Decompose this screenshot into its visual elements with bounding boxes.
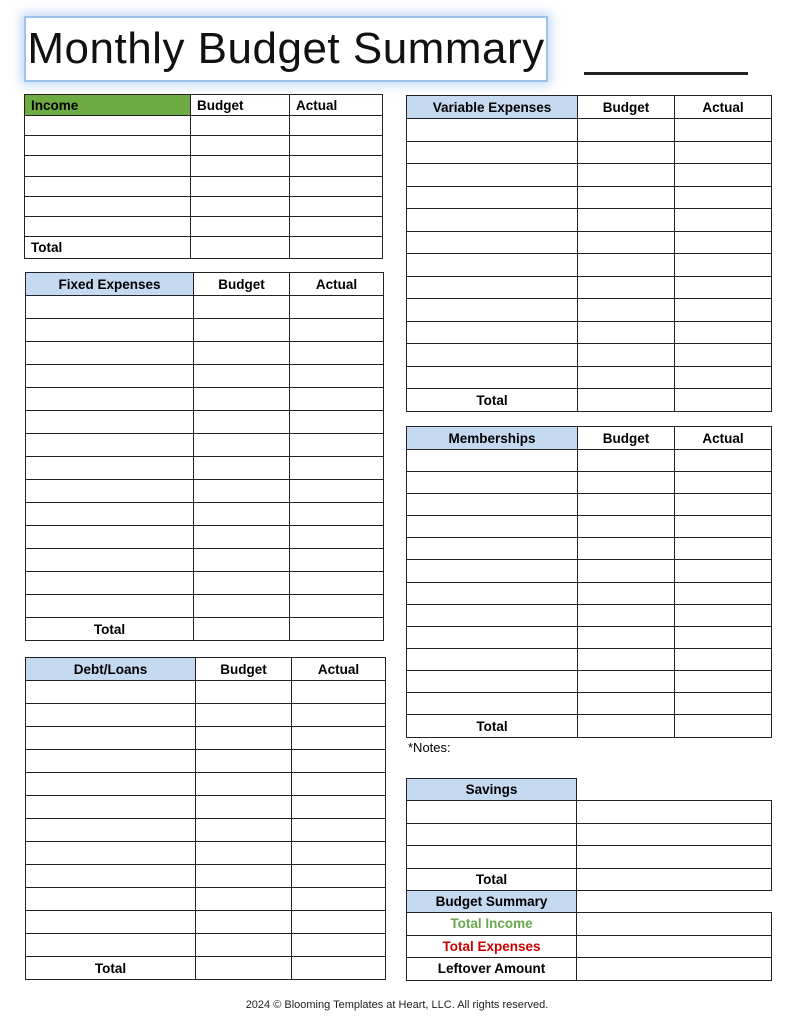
income-budget-header: Budget [191,95,290,116]
fixed-row-7-budget-cell[interactable] [194,434,290,457]
debt-row-3-item-cell[interactable] [26,727,196,750]
income-table [24,94,383,259]
memberships-row-10-actual-cell[interactable] [675,648,772,670]
fixed-row [26,480,384,503]
income-row-2-actual-cell[interactable] [290,136,383,156]
fixed-expenses-table [25,272,384,641]
memberships-row [407,560,772,582]
debt-row-9-budget-cell[interactable] [196,865,292,888]
fixed-row-4-actual-cell[interactable] [290,365,384,388]
debt-row-5-budget-cell[interactable] [196,773,292,796]
variable-row-2-actual-cell[interactable] [675,141,772,164]
variable-total-label: Total [407,389,578,412]
variable-row [407,119,772,142]
fixed-row-6-item-cell[interactable] [26,411,194,434]
variable-row [407,254,772,277]
debt-actual-header: Actual [292,658,386,681]
memberships-total-budget[interactable] [578,715,675,738]
debt-row [26,727,386,750]
variable-row-7-budget-cell[interactable] [578,254,675,277]
variable-row-6-budget-cell[interactable] [578,231,675,254]
savings-row-3-label[interactable] [407,846,577,869]
total-income-amount[interactable] [577,913,772,936]
variable-header: Variable Expenses [407,96,578,119]
debt-row-4-actual-cell[interactable] [292,750,386,773]
debt-row-7-item-cell[interactable] [26,819,196,842]
memberships-row-2-actual-cell[interactable] [675,472,772,494]
variable-row-2-item-cell[interactable] [407,141,578,164]
memberships-row [407,604,772,626]
debt-row [26,842,386,865]
memberships-row-12-actual-cell[interactable] [675,693,772,715]
savings-summary-table [406,778,772,981]
fixed-row-3-budget-cell[interactable] [194,342,290,365]
income-row-6-budget-cell[interactable] [191,216,290,236]
total-expenses-label: Total Expenses [407,935,577,958]
fixed-row-6-actual-cell[interactable] [290,411,384,434]
variable-row-3-actual-cell[interactable] [675,164,772,187]
debt-row [26,704,386,727]
variable-row-1-item-cell[interactable] [407,119,578,142]
memberships-row [407,626,772,648]
debt-row-7-actual-cell[interactable] [292,819,386,842]
memberships-row-1-actual-cell[interactable] [675,450,772,472]
fixed-row-1-actual-cell[interactable] [290,296,384,319]
fixed-row-14-actual-cell[interactable] [290,595,384,618]
fixed-row-8-actual-cell[interactable] [290,457,384,480]
memberships-row-12-item-cell[interactable] [407,693,578,715]
variable-row-7-actual-cell[interactable] [675,254,772,277]
income-row-5-actual-cell[interactable] [290,196,383,216]
debt-row-2-budget-cell[interactable] [196,704,292,727]
fixed-row-9-item-cell[interactable] [26,480,194,503]
debt-loans-table [25,657,386,980]
fixed-total-label: Total [26,618,194,641]
memberships-budget-header: Budget [578,427,675,450]
memberships-row-1-item-cell[interactable] [407,450,578,472]
fixed-row-4-item-cell[interactable] [26,365,194,388]
memberships-row-12-budget-cell[interactable] [578,693,675,715]
memberships-row-5-budget-cell[interactable] [578,538,675,560]
memberships-row [407,450,772,472]
savings-row-1-label[interactable] [407,801,577,824]
variable-row-3-item-cell[interactable] [407,164,578,187]
variable-row-8-actual-cell[interactable] [675,276,772,299]
variable-expenses-table [406,95,772,412]
fixed-row-12-actual-cell[interactable] [290,549,384,572]
debt-row [26,819,386,842]
memberships-total-label: Total [407,715,578,738]
variable-row-3-budget-cell[interactable] [578,164,675,187]
variable-row-4-budget-cell[interactable] [578,186,675,209]
fixed-row-8-item-cell[interactable] [26,457,194,480]
memberships-row [407,494,772,516]
variable-row [407,141,772,164]
savings-row-2-label[interactable] [407,823,577,846]
memberships-row-11-budget-cell[interactable] [578,670,675,692]
memberships-row-8-actual-cell[interactable] [675,604,772,626]
variable-row-10-item-cell[interactable] [407,321,578,344]
debt-row [26,681,386,704]
memberships-header: Memberships [407,427,578,450]
total-expenses-amount[interactable] [577,935,772,958]
fixed-row-5-item-cell[interactable] [26,388,194,411]
fixed-row-1-item-cell[interactable] [26,296,194,319]
income-total-actual[interactable] [290,237,383,259]
total-income-label: Total Income [407,913,577,936]
memberships-row [407,648,772,670]
savings-total-label: Total [407,868,577,891]
income-row-2-item-cell[interactable] [25,136,191,156]
income-row [25,176,383,196]
memberships-row-6-item-cell[interactable] [407,560,578,582]
memberships-row-9-item-cell[interactable] [407,626,578,648]
variable-row-2-budget-cell[interactable] [578,141,675,164]
fixed-row-14-item-cell[interactable] [26,595,194,618]
income-row-5-item-cell[interactable] [25,196,191,216]
variable-row-5-actual-cell[interactable] [675,209,772,232]
memberships-row-7-actual-cell[interactable] [675,582,772,604]
fixed-row [26,572,384,595]
debt-row [26,888,386,911]
fixed-row-3-actual-cell[interactable] [290,342,384,365]
fixed-row [26,457,384,480]
variable-row-8-budget-cell[interactable] [578,276,675,299]
debt-row [26,750,386,773]
variable-row-8-item-cell[interactable] [407,276,578,299]
leftover-amount-label: Leftover Amount [407,958,577,981]
income-row-4-actual-cell[interactable] [290,176,383,196]
variable-row-4-item-cell[interactable] [407,186,578,209]
variable-row-6-actual-cell[interactable] [675,231,772,254]
memberships-row-5-item-cell[interactable] [407,538,578,560]
variable-row-11-budget-cell[interactable] [578,344,675,367]
fixed-row-2-actual-cell[interactable] [290,319,384,342]
page-title: Monthly Budget Summary [27,24,545,73]
debt-row-12-actual-cell[interactable] [292,934,386,957]
fixed-row-14-budget-cell[interactable] [194,595,290,618]
income-row-4-item-cell[interactable] [25,176,191,196]
memberships-row [407,516,772,538]
fixed-row-1-budget-cell[interactable] [194,296,290,319]
variable-row-10-actual-cell[interactable] [675,321,772,344]
debt-row-11-item-cell[interactable] [26,911,196,934]
income-actual-header: Actual [290,95,383,116]
variable-row [407,164,772,187]
income-row-3-actual-cell[interactable] [290,156,383,176]
savings-row-2-amount[interactable] [577,823,772,846]
fixed-header: Fixed Expenses [26,273,194,296]
memberships-row-9-actual-cell[interactable] [675,626,772,648]
debt-total-budget[interactable] [196,957,292,980]
debt-row [26,934,386,957]
fixed-row-10-budget-cell[interactable] [194,503,290,526]
fixed-row-3-item-cell[interactable] [26,342,194,365]
fixed-row-10-item-cell[interactable] [26,503,194,526]
debt-row-5-item-cell[interactable] [26,773,196,796]
variable-row-9-actual-cell[interactable] [675,299,772,322]
fixed-row [26,365,384,388]
variable-row-1-actual-cell[interactable] [675,119,772,142]
fixed-row-9-actual-cell[interactable] [290,480,384,503]
fixed-total-actual[interactable] [290,618,384,641]
memberships-row-11-actual-cell[interactable] [675,670,772,692]
debt-row-1-actual-cell[interactable] [292,681,386,704]
debt-total-actual[interactable] [292,957,386,980]
memberships-row [407,693,772,715]
memberships-row-3-item-cell[interactable] [407,494,578,516]
memberships-row-7-budget-cell[interactable] [578,582,675,604]
debt-row-2-item-cell[interactable] [26,704,196,727]
debt-row-3-budget-cell[interactable] [196,727,292,750]
memberships-row-4-budget-cell[interactable] [578,516,675,538]
debt-row-9-actual-cell[interactable] [292,865,386,888]
debt-row-12-budget-cell[interactable] [196,934,292,957]
variable-row-12-actual-cell[interactable] [675,366,772,389]
fixed-row-5-budget-cell[interactable] [194,388,290,411]
income-row [25,196,383,216]
savings-total-amount[interactable] [577,868,772,891]
income-total-label: Total [25,237,191,259]
fixed-row-5-actual-cell[interactable] [290,388,384,411]
debt-row-6-item-cell[interactable] [26,796,196,819]
income-row-5-budget-cell[interactable] [191,196,290,216]
savings-row-1-amount[interactable] [577,801,772,824]
memberships-row-4-item-cell[interactable] [407,516,578,538]
variable-row-9-budget-cell[interactable] [578,299,675,322]
fixed-row-11-item-cell[interactable] [26,526,194,549]
income-row-6-item-cell[interactable] [25,216,191,236]
debt-row-6-budget-cell[interactable] [196,796,292,819]
fixed-row-12-budget-cell[interactable] [194,549,290,572]
memberships-row-6-actual-cell[interactable] [675,560,772,582]
memberships-row-5-actual-cell[interactable] [675,538,772,560]
fixed-row [26,503,384,526]
variable-budget-header: Budget [578,96,675,119]
variable-row-4-actual-cell[interactable] [675,186,772,209]
fixed-actual-header: Actual [290,273,384,296]
memberships-row-9-budget-cell[interactable] [578,626,675,648]
memberships-row-3-budget-cell[interactable] [578,494,675,516]
fixed-row-9-budget-cell[interactable] [194,480,290,503]
debt-row-6-actual-cell[interactable] [292,796,386,819]
budget-summary-header: Budget Summary [407,891,577,913]
debt-row-12-item-cell[interactable] [26,934,196,957]
debt-row [26,773,386,796]
variable-total-budget[interactable] [578,389,675,412]
income-row [25,116,383,136]
fixed-row-7-item-cell[interactable] [26,434,194,457]
memberships-table [406,426,772,738]
variable-row-10-budget-cell[interactable] [578,321,675,344]
fixed-row-8-budget-cell[interactable] [194,457,290,480]
fixed-row-7-actual-cell[interactable] [290,434,384,457]
memberships-row [407,670,772,692]
debt-row-4-budget-cell[interactable] [196,750,292,773]
fixed-row-11-actual-cell[interactable] [290,526,384,549]
memberships-row-2-item-cell[interactable] [407,472,578,494]
memberships-total-actual[interactable] [675,715,772,738]
income-row-6-actual-cell[interactable] [290,216,383,236]
memberships-row-11-item-cell[interactable] [407,670,578,692]
income-row [25,156,383,176]
debt-row-4-item-cell[interactable] [26,750,196,773]
memberships-actual-header: Actual [675,427,772,450]
copyright-footer: 2024 © Blooming Templates at Heart, LLC. All rights reserved. [245,999,549,1011]
variable-row [407,344,772,367]
debt-total-label: Total [26,957,196,980]
debt-row-8-item-cell[interactable] [26,842,196,865]
variable-row-9-item-cell[interactable] [407,299,578,322]
memberships-row-8-item-cell[interactable] [407,604,578,626]
variable-row [407,276,772,299]
memberships-row-3-actual-cell[interactable] [675,494,772,516]
fixed-row [26,595,384,618]
fixed-row-11-budget-cell[interactable] [194,526,290,549]
variable-row-11-item-cell[interactable] [407,344,578,367]
savings-header: Savings [407,779,577,801]
memberships-row [407,538,772,560]
fixed-row [26,549,384,572]
debt-row-7-budget-cell[interactable] [196,819,292,842]
variable-row [407,209,772,232]
debt-row [26,865,386,888]
variable-row-12-budget-cell[interactable] [578,366,675,389]
fixed-row [26,296,384,319]
income-row-2-budget-cell[interactable] [191,136,290,156]
debt-budget-header: Budget [196,658,292,681]
memberships-row-2-budget-cell[interactable] [578,472,675,494]
variable-row-5-item-cell[interactable] [407,209,578,232]
variable-total-actual[interactable] [675,389,772,412]
income-row-4-budget-cell[interactable] [191,176,290,196]
variable-row-7-item-cell[interactable] [407,254,578,277]
notes-label: *Notes: [408,740,451,755]
memberships-row-4-actual-cell[interactable] [675,516,772,538]
fixed-row [26,342,384,365]
memberships-row-10-item-cell[interactable] [407,648,578,670]
debt-row-11-budget-cell[interactable] [196,911,292,934]
variable-row [407,299,772,322]
memberships-row-1-budget-cell[interactable] [578,450,675,472]
debt-row-1-budget-cell[interactable] [196,681,292,704]
variable-row [407,366,772,389]
fixed-row [26,526,384,549]
debt-row-1-item-cell[interactable] [26,681,196,704]
debt-row-10-actual-cell[interactable] [292,888,386,911]
variable-row [407,321,772,344]
fixed-row [26,434,384,457]
debt-row-10-budget-cell[interactable] [196,888,292,911]
debt-row-5-actual-cell[interactable] [292,773,386,796]
savings-row-3-amount[interactable] [577,846,772,869]
variable-row-1-budget-cell[interactable] [578,119,675,142]
debt-row-10-item-cell[interactable] [26,888,196,911]
memberships-row-7-item-cell[interactable] [407,582,578,604]
income-row [25,136,383,156]
debt-row [26,796,386,819]
date-line[interactable] [584,72,748,75]
fixed-row-13-budget-cell[interactable] [194,572,290,595]
variable-row-6-item-cell[interactable] [407,231,578,254]
leftover-amount-value[interactable] [577,958,772,981]
income-total-budget[interactable] [191,237,290,259]
fixed-row-6-budget-cell[interactable] [194,411,290,434]
fixed-row [26,388,384,411]
memberships-row [407,472,772,494]
income-header: Income [25,95,191,116]
income-row-3-budget-cell[interactable] [191,156,290,176]
debt-row-11-actual-cell[interactable] [292,911,386,934]
income-row-1-item-cell[interactable] [25,116,191,136]
fixed-row-13-actual-cell[interactable] [290,572,384,595]
fixed-row [26,411,384,434]
fixed-row-2-item-cell[interactable] [26,319,194,342]
variable-row [407,231,772,254]
memberships-row-8-budget-cell[interactable] [578,604,675,626]
memberships-row [407,582,772,604]
memberships-row-10-budget-cell[interactable] [578,648,675,670]
income-row [25,216,383,236]
income-row-3-item-cell[interactable] [25,156,191,176]
fixed-row-2-budget-cell[interactable] [194,319,290,342]
debt-row-2-actual-cell[interactable] [292,704,386,727]
fixed-row [26,319,384,342]
variable-actual-header: Actual [675,96,772,119]
fixed-row-13-item-cell[interactable] [26,572,194,595]
variable-row-11-actual-cell[interactable] [675,344,772,367]
fixed-row-12-item-cell[interactable] [26,549,194,572]
debt-row-3-actual-cell[interactable] [292,727,386,750]
variable-row [407,186,772,209]
fixed-row-4-budget-cell[interactable] [194,365,290,388]
fixed-budget-header: Budget [194,273,290,296]
debt-row-8-budget-cell[interactable] [196,842,292,865]
debt-row [26,911,386,934]
debt-row-9-item-cell[interactable] [26,865,196,888]
title-box [24,16,548,82]
debt-row-8-actual-cell[interactable] [292,842,386,865]
fixed-total-budget[interactable] [194,618,290,641]
fixed-row-10-actual-cell[interactable] [290,503,384,526]
income-row-1-budget-cell[interactable] [191,116,290,136]
variable-row-12-item-cell[interactable] [407,366,578,389]
debt-header: Debt/Loans [26,658,196,681]
variable-row-5-budget-cell[interactable] [578,209,675,232]
memberships-row-6-budget-cell[interactable] [578,560,675,582]
income-row-1-actual-cell[interactable] [290,116,383,136]
